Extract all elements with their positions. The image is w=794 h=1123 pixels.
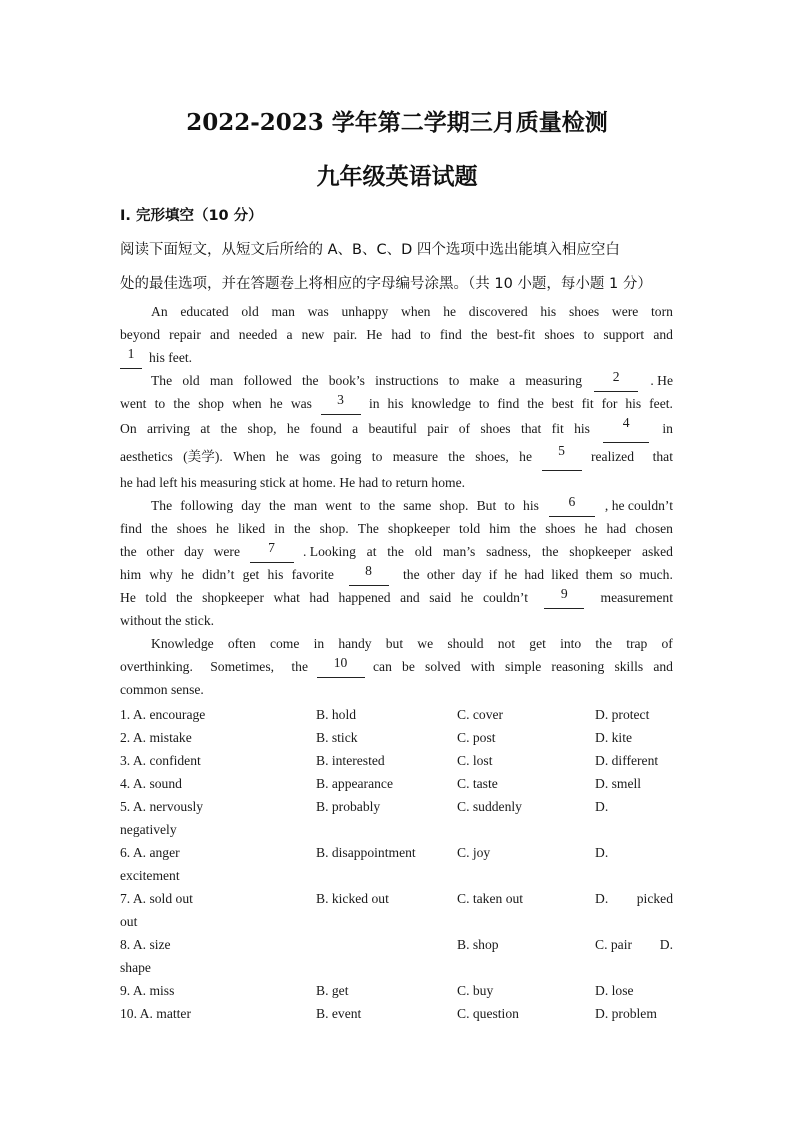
passage-word: day (241, 498, 261, 513)
passage-word: his (387, 396, 404, 411)
passage-word: shop, (247, 421, 277, 436)
passage-word: the (527, 396, 544, 411)
option-c[interactable]: C. joy (457, 845, 491, 860)
passage-word: at (200, 421, 211, 436)
passage-word: told (459, 521, 481, 536)
option-c[interactable]: C. pair (595, 937, 632, 952)
passage-word: The (151, 498, 173, 513)
passage-word: had (391, 327, 411, 342)
option-a[interactable]: 6. A. anger (120, 845, 180, 860)
passage-word: into (560, 636, 582, 651)
passage-line (120, 655, 673, 678)
passage-word: the (120, 544, 137, 559)
passage-word: An (151, 304, 168, 319)
option-b[interactable]: B. disappointment (316, 845, 416, 860)
option-row (120, 979, 680, 1002)
passage-text (151, 369, 582, 392)
passage-word: the (175, 590, 193, 605)
option-c[interactable]: C. suddenly (457, 799, 522, 814)
passage-word: support (603, 327, 645, 342)
passage-word: was (307, 304, 329, 319)
passage-word: he (519, 449, 532, 464)
passage-word: man (293, 498, 318, 513)
passage-word: a (352, 421, 359, 436)
passage-word: can (373, 659, 392, 674)
passage-word: went (120, 396, 147, 411)
option-b[interactable]: B. get (316, 983, 349, 998)
passage-text (151, 494, 539, 517)
passage-word: he (275, 449, 289, 464)
passage-word: following (180, 498, 234, 513)
passage-word: aesthetics (120, 449, 173, 464)
passage-word: and (400, 590, 420, 605)
option-d-wrap[interactable]: excitement (120, 868, 180, 883)
passage-line (120, 415, 673, 443)
passage-word: in (313, 636, 325, 651)
passage-word: his (625, 396, 642, 411)
blank-8: 8 (349, 563, 389, 586)
passage-word: sadness, (486, 544, 532, 559)
passage-word: man (271, 304, 295, 319)
passage-word: and (653, 659, 673, 674)
passage-word: his (267, 567, 284, 582)
passage-word: a (509, 373, 516, 388)
passage-word: to (420, 327, 431, 342)
passage-word: other (146, 544, 175, 559)
option-d[interactable]: D. protect (595, 707, 650, 722)
passage-word: the (448, 449, 465, 464)
passage-word: When (233, 449, 266, 464)
passage-word: reasoning (551, 659, 605, 674)
passage-word: when (232, 396, 262, 411)
option-d-wrap[interactable]: out (120, 914, 138, 929)
passage-word: followed (243, 373, 292, 388)
passage-line (120, 632, 673, 655)
option-a[interactable]: 2. A. mistake (120, 730, 192, 745)
passage-word: discovered (468, 304, 528, 319)
passage-word: torn (651, 304, 673, 319)
passage-line (120, 323, 673, 346)
passage-text (403, 563, 673, 586)
option-d[interactable]: D. (659, 937, 673, 952)
passage-word: he (584, 521, 598, 536)
passage-word: liked (551, 567, 579, 582)
passage-line (120, 678, 673, 701)
passage-text (373, 655, 673, 678)
option-d[interactable]: D. (595, 891, 609, 906)
passage-word: the (291, 659, 308, 674)
option-a[interactable]: 8. A. size (120, 937, 171, 952)
passage-word: repair (169, 327, 201, 342)
passage-word: old (182, 373, 200, 388)
option-d[interactable]: D. smell (595, 776, 642, 791)
passage-word: Knowledge (151, 636, 214, 651)
passage-text: without the stick. (120, 613, 215, 628)
passage-word: going (330, 449, 362, 464)
passage-text: , he couldn’t (604, 498, 673, 513)
passage-word: asked (641, 544, 673, 559)
option-a[interactable]: 10. A. matter (120, 1006, 191, 1021)
passage-word: and (210, 327, 230, 342)
passage-text (120, 415, 590, 443)
passage-text: his feet. (149, 350, 193, 365)
instruction-line-1: 阅读下面短文，从短文后所给的 A、B、C、D 四个选项中选出能填入相应空白 (120, 242, 620, 258)
passage-word: of (661, 636, 673, 651)
option-c[interactable]: C. taste (457, 776, 498, 791)
passage-word: instructions (375, 373, 439, 388)
passage-word: his (523, 498, 539, 513)
passage-text (120, 655, 308, 678)
passage-word: when (401, 304, 431, 319)
option-row (120, 772, 680, 795)
option-c[interactable]: C. taken out (457, 891, 524, 906)
option-row (120, 841, 680, 864)
option-b[interactable]: B. probably (316, 799, 381, 814)
passage-word: make (469, 373, 499, 388)
passage-word: shop. (319, 521, 349, 536)
passage-word: the (293, 521, 311, 536)
option-row-wrap (120, 910, 680, 933)
passage-word: get (529, 636, 546, 651)
passage-word: the (220, 421, 238, 436)
passage-line (120, 443, 673, 471)
passage-word: shoes (544, 327, 575, 342)
passage-word: shoes (568, 304, 600, 319)
passage-word: was (290, 396, 312, 411)
passage-word: best-fit (496, 327, 536, 342)
passage-word: to (154, 396, 166, 411)
passage-line (120, 300, 673, 323)
passage-word: the (387, 544, 404, 559)
passage-word: The (151, 373, 173, 388)
passage-line (120, 609, 673, 632)
option-b[interactable]: B. interested (316, 753, 385, 768)
passage-line (120, 494, 673, 517)
passage-word: man’s (442, 544, 476, 559)
passage-line (120, 346, 673, 369)
passage-word: much. (639, 567, 673, 582)
passage-word: were (213, 544, 240, 559)
passage-word: new (301, 327, 325, 342)
passage-word: to (371, 449, 383, 464)
passage-word: old (241, 304, 259, 319)
option-c[interactable]: C. question (457, 1006, 519, 1021)
option-d[interactable]: D. (595, 799, 609, 814)
passage-word: shoes (176, 521, 207, 536)
passage-word: best (551, 396, 574, 411)
blank-5: 5 (542, 443, 582, 471)
passage-line (120, 471, 673, 494)
option-row (120, 1002, 680, 1025)
passage-text: . He (650, 373, 673, 388)
option-c[interactable]: C. post (457, 730, 496, 745)
passage-word: chosen (635, 521, 673, 536)
passage-word: old (414, 544, 433, 559)
option-d[interactable]: D. different (595, 753, 659, 768)
passage-word: get (242, 567, 260, 582)
passage-word: unhappy (341, 304, 389, 319)
option-d-mid[interactable]: picked (636, 891, 673, 906)
passage-word: feet. (649, 396, 673, 411)
passage-word: (美学). (183, 449, 223, 464)
passage-word: But (476, 498, 497, 513)
instruction-line-2: 处的最佳选项，并在答题卷上将相应的字母编号涂黑。（共 10 小题，每小题 1 分） (120, 276, 652, 292)
passage-word: were (611, 304, 639, 319)
passage-word: needed (238, 327, 278, 342)
passage-word: what (273, 590, 300, 605)
passage-word: told (145, 590, 167, 605)
passage-word: couldn’t (482, 590, 528, 605)
passage-word: come (269, 636, 300, 651)
passage-text (120, 540, 240, 563)
option-b[interactable]: B. event (316, 1006, 362, 1021)
passage-word: the (269, 498, 286, 513)
passage-word: beautiful (368, 421, 417, 436)
passage-line (120, 517, 673, 540)
exam-subtitle: 九年级英语试题 (316, 163, 478, 190)
passage-line (120, 369, 673, 392)
passage-word: shoes, (475, 449, 509, 464)
passage-word: had (524, 567, 544, 582)
answer-options (120, 703, 680, 1025)
option-a[interactable]: 7. A. sold out (120, 891, 193, 906)
passage-line (120, 586, 673, 609)
passage-word: for (601, 396, 618, 411)
blank-2: 2 (594, 369, 638, 392)
passage-word: fit (551, 421, 564, 436)
option-a[interactable]: 4. A. sound (120, 776, 182, 791)
passage-word: at (366, 544, 377, 559)
passage-word: book’s (328, 373, 365, 388)
passage-word: them (585, 567, 613, 582)
passage-word: in (369, 396, 380, 411)
passage-word: the (541, 544, 559, 559)
passage-word: to (359, 498, 371, 513)
passage-word: that (520, 421, 542, 436)
passage-word: find (120, 521, 142, 536)
option-b[interactable]: B. stick (316, 730, 358, 745)
passage-word: skills (614, 659, 644, 674)
passage-word: man (209, 373, 234, 388)
passage-word: he (181, 567, 194, 582)
passage-word: why (149, 567, 173, 582)
passage-line (120, 540, 673, 563)
passage-word: shopkeeper (388, 521, 450, 536)
passage-line (120, 392, 673, 415)
passage-word: the (173, 396, 191, 411)
passage-word: to (583, 327, 595, 342)
passage-word: He (120, 590, 136, 605)
option-row-wrap (120, 818, 680, 841)
passage-word: liked (237, 521, 266, 536)
blank-3: 3 (321, 392, 361, 415)
passage-text (303, 540, 673, 563)
passage-word: often (227, 636, 256, 651)
passage-word: trap (626, 636, 648, 651)
passage-word: educated (180, 304, 229, 319)
passage-word: realized (591, 449, 635, 464)
passage-word: same (403, 498, 432, 513)
option-a[interactable]: 1. A. encourage (120, 707, 206, 722)
passage-text (120, 392, 312, 415)
option-row (120, 749, 680, 772)
option-d-wrap[interactable]: shape (120, 960, 151, 975)
passage-text: in (662, 421, 673, 436)
option-c[interactable]: C. lost (457, 753, 493, 768)
passage-word: went (325, 498, 352, 513)
blank-7: 7 (250, 540, 294, 563)
passage-text (591, 443, 673, 471)
passage-word: said (429, 590, 452, 605)
passage (120, 300, 673, 701)
passage-word: a (286, 327, 293, 342)
blank-10: 10 (317, 655, 365, 678)
passage-line (120, 563, 673, 586)
passage-word: On (120, 421, 137, 436)
option-d[interactable]: D. (595, 845, 609, 860)
passage-word: measure (392, 449, 438, 464)
passage-text: common sense. (120, 682, 204, 697)
passage-word: he (504, 567, 518, 582)
passage-word: of (458, 421, 471, 436)
blank-9: 9 (544, 586, 584, 609)
passage-word: arriving (146, 421, 191, 436)
passage-word: in (274, 521, 285, 536)
option-d[interactable]: D. problem (595, 1006, 657, 1021)
passage-word: didn’t (202, 567, 235, 582)
passage-word: find (497, 396, 520, 411)
option-b[interactable]: B. hold (316, 707, 357, 722)
passage-word: his (574, 421, 590, 436)
option-row-wrap (120, 864, 680, 887)
option-d-wrap[interactable]: negatively (120, 822, 177, 837)
passage-word: he (460, 590, 474, 605)
passage-word: and (653, 327, 673, 342)
option-a[interactable]: 3. A. confident (120, 753, 201, 768)
passage-word: had (606, 521, 627, 536)
passage-word: to (504, 498, 515, 513)
passage-word: pair. (333, 327, 358, 342)
passage-word: so (619, 567, 633, 582)
passage-word: other (426, 567, 455, 582)
passage-word: if (488, 567, 498, 582)
passage-word: him (120, 567, 142, 582)
passage-text: measurement (600, 590, 673, 605)
passage-word: shoes (480, 421, 511, 436)
passage-text (120, 586, 528, 609)
passage-word: knowledge (411, 396, 471, 411)
passage-word: him (489, 521, 511, 536)
section-heading: Ⅰ. 完形填空（10 分） (120, 208, 263, 224)
passage-word: the (470, 327, 488, 342)
option-row (120, 887, 680, 910)
passage-word: simple (505, 659, 542, 674)
passage-word: to (448, 373, 460, 388)
blank-6: 6 (549, 494, 595, 517)
passage-word: overthinking. (120, 659, 193, 674)
passage-text (120, 563, 334, 586)
passage-word: day (461, 567, 482, 582)
passage-word: be (402, 659, 415, 674)
option-c[interactable]: C. buy (457, 983, 494, 998)
passage-word: that (652, 449, 673, 464)
passage-word: He (366, 327, 383, 342)
passage-word: shopkeeper (202, 590, 264, 605)
passage-word: was (299, 449, 321, 464)
passage-word: the (151, 521, 168, 536)
passage-word: had (309, 590, 330, 605)
option-b[interactable]: B. shop (457, 937, 499, 952)
passage-word: he (443, 304, 457, 319)
blank-4: 4 (603, 415, 649, 443)
passage-word: he (269, 396, 283, 411)
option-b[interactable]: B. appearance (316, 776, 393, 791)
passage-word: not (497, 636, 516, 651)
passage-word: his (540, 304, 557, 319)
passage-word: shoes (545, 521, 576, 536)
option-b[interactable]: B. kicked out (316, 891, 389, 906)
passage-word: found (310, 421, 342, 436)
option-a[interactable]: 5. A. nervously (120, 799, 204, 814)
exam-title: 2022-2023 学年第二学期三月质量检测 (186, 109, 608, 136)
option-c[interactable]: C. cover (457, 707, 504, 722)
passage-word: find (439, 327, 462, 342)
option-row (120, 795, 680, 818)
passage-text: he had left his measuring stick at home. He had to return home. (120, 475, 466, 490)
option-row (120, 703, 680, 726)
passage-word: the (301, 373, 319, 388)
passage-word: happened (338, 590, 391, 605)
option-row (120, 933, 680, 956)
passage-text (120, 443, 532, 471)
passage-word: solved (425, 659, 461, 674)
passage-word: but (385, 636, 404, 651)
passage-word: shopkeeper (569, 544, 632, 559)
passage-word: fit (581, 396, 594, 411)
passage-word: day (184, 544, 204, 559)
passage-word: we (417, 636, 434, 651)
passage-word: the (519, 521, 537, 536)
passage-word: to (478, 396, 490, 411)
passage-word: he (216, 521, 229, 536)
option-d[interactable]: D. lose (595, 983, 634, 998)
blank-1: 1 (120, 346, 142, 369)
passage-word: should (447, 636, 484, 651)
passage-word: pair (427, 421, 449, 436)
option-row (120, 726, 680, 749)
passage-word: The (357, 521, 379, 536)
passage-word: shop (198, 396, 224, 411)
passage-word: measuring (525, 373, 582, 388)
option-a[interactable]: 9. A. miss (120, 983, 175, 998)
passage-word: the (595, 636, 613, 651)
passage-word: the (403, 567, 420, 582)
passage-word: beyond (120, 327, 161, 342)
option-row-wrap (120, 956, 680, 979)
passage-word: Sometimes, (210, 659, 275, 674)
passage-word: he (286, 421, 300, 436)
passage-word: with (470, 659, 495, 674)
passage-word: handy (338, 636, 372, 651)
option-d[interactable]: D. kite (595, 730, 632, 745)
passage-word: the (378, 498, 396, 513)
passage-word: . Looking (303, 544, 356, 559)
passage-word: shop. (439, 498, 469, 513)
passage-text (369, 392, 673, 415)
passage-word: favorite (291, 567, 334, 582)
